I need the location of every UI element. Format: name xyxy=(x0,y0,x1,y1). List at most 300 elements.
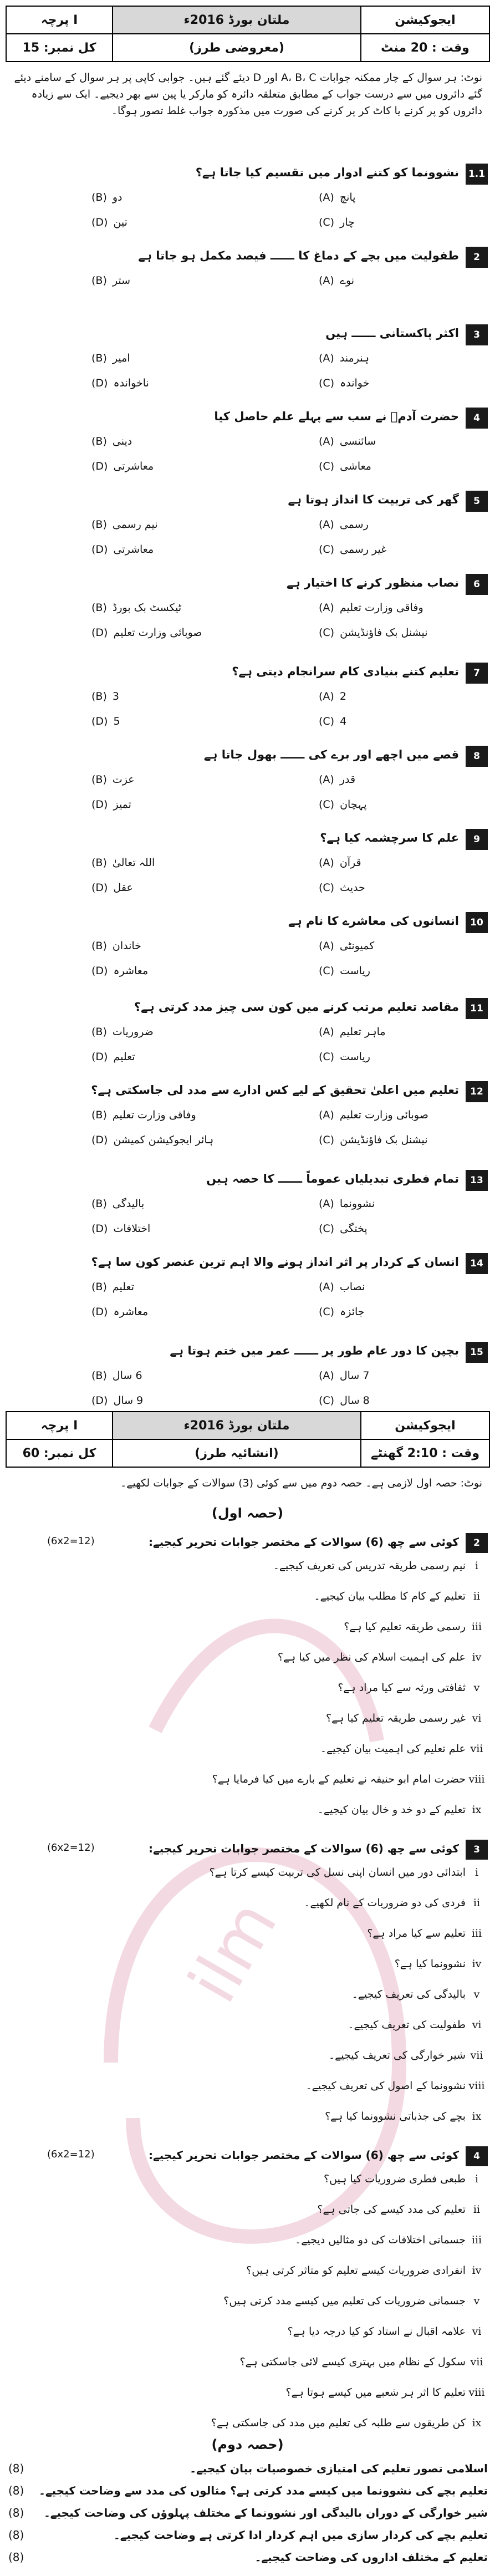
roman-numeral: i xyxy=(474,1560,479,1572)
option-text: تمیز xyxy=(113,798,131,811)
mcq-question xyxy=(8,574,488,663)
option-text: تین xyxy=(113,216,127,228)
option-text: خواندہ xyxy=(340,377,370,389)
option-text: پہچان xyxy=(340,798,367,811)
option-text: دو xyxy=(112,191,123,203)
sub-question-text: نشوونما کے اصول کی تعریف کیجیے۔ xyxy=(305,2080,466,2092)
roman-numeral: iv xyxy=(472,1958,482,1970)
sub-question-text: غیر رسمی طریقہ تعلیم کیا ہے؟ xyxy=(326,1712,466,1724)
option-text: 4 xyxy=(340,715,347,727)
long-question-text: شیر خوارگی کے دوران بالیدگی اور نشوونما کے مختلف پہلوؤں کی وضاحت کیجیے۔ xyxy=(44,2506,488,2519)
roman-numeral: viii xyxy=(468,1773,485,1785)
option-d xyxy=(91,1394,143,1407)
option-text: قرآن xyxy=(339,857,361,869)
long-question-text: تعلیم بچے کی نشوونما میں کیسے مدد کرتی ہے؟ مثالوں کی مدد سے وضاحت کیجیے۔ xyxy=(39,2484,488,2497)
option-text: معاشرہ xyxy=(113,965,149,977)
option-text: ہائر ایجوکیشن کمیشن xyxy=(113,1134,214,1146)
sub-question xyxy=(33,1682,488,1694)
option-label: (C) xyxy=(319,798,335,811)
option-text: نیشنل بک فاؤنڈیشن xyxy=(340,1134,428,1146)
option-label: (C) xyxy=(319,965,335,977)
option-b xyxy=(91,1026,154,1038)
sub-question xyxy=(33,1743,488,1755)
question-number: 14 xyxy=(466,1253,488,1274)
question-number: 7 xyxy=(466,663,488,684)
question-number: 3 xyxy=(466,324,488,345)
sub-question-text: نشوونما کیا ہے؟ xyxy=(394,1958,466,1970)
option-a xyxy=(319,352,369,364)
option-text: صوبائی وزارت تعلیم xyxy=(113,627,202,639)
option-c xyxy=(319,1394,370,1407)
sub-question-text: علم کی اہمیت اسلام کی نظر میں کیا ہے؟ xyxy=(277,1651,466,1663)
question-number: 10 xyxy=(466,912,488,933)
option-label: (A) xyxy=(319,435,334,447)
sub-question-text: علم تعلیم کی اہمیت بیان کیجیے۔ xyxy=(320,1743,466,1755)
option-text: تعلیم xyxy=(113,1051,135,1063)
question-number: 12 xyxy=(466,1081,488,1102)
subject-name: ایجوکیشن xyxy=(395,1418,456,1433)
question-number: 15 xyxy=(466,1342,488,1363)
question-number: 9 xyxy=(466,829,488,850)
option-b xyxy=(91,1109,196,1121)
option-text: غیر رسمی xyxy=(340,543,387,556)
roman-numeral: i xyxy=(474,2173,479,2185)
sub-question xyxy=(33,1712,488,1724)
option-text: خاندان xyxy=(112,940,141,952)
sub-question xyxy=(33,1590,488,1602)
mcq-question xyxy=(8,408,488,491)
sub-question-text: جسمانی اختلافات کی دو مثالیں دیجیے۔ xyxy=(295,2234,466,2246)
roman-numeral: v xyxy=(473,1682,480,1694)
option-label: (C) xyxy=(319,627,335,639)
roman-numeral: iii xyxy=(471,1621,482,1633)
board-name: ملتان بورڈ 2016ء xyxy=(113,1412,361,1439)
sub-question-text: ابتدائی دور میں انسان اپنی نسل کی تربیت کیسے کرتا ہے؟ xyxy=(209,1866,466,1878)
sub-question xyxy=(33,2264,488,2277)
option-label: (B) xyxy=(91,518,107,531)
sub-question xyxy=(33,1804,488,1816)
question-text: حضرت آدمؑ نے سب سے پہلے علم حاصل کیا xyxy=(214,410,459,423)
option-a xyxy=(319,857,361,869)
option-label: (C) xyxy=(319,1051,335,1063)
option-text: پختگی xyxy=(340,1223,368,1235)
roman-numeral: iv xyxy=(472,2264,482,2277)
roman-numeral: vi xyxy=(472,2019,482,2031)
option-text: جائزہ xyxy=(340,1306,365,1318)
question-number: 2 xyxy=(466,1533,488,1553)
mcq-question xyxy=(8,663,488,746)
option-c xyxy=(319,460,371,472)
option-text: رسمی xyxy=(339,518,369,531)
option-label: (A) xyxy=(319,602,334,614)
option-c xyxy=(319,1306,365,1318)
option-text: ناخواندہ xyxy=(113,377,149,389)
option-label: (D) xyxy=(91,1134,108,1146)
svg-text:ilm: ilm xyxy=(174,1888,292,2015)
sub-question-text: تعلیم سے کیا مراد ہے؟ xyxy=(367,1927,466,1939)
option-label: (A) xyxy=(319,1370,334,1382)
question-number: 5 xyxy=(466,491,488,512)
sub-question-text: تعلیم کا اثر ہر شعبے میں کیسے ہوتا ہے؟ xyxy=(285,2386,466,2399)
question-text: تمام فطری تبدیلیاں عموماً ــــــ کا حصہ ہیں xyxy=(206,1172,459,1185)
mcq-question xyxy=(8,829,488,912)
long-question-text: تعلیم بچے کی کردار سازی میں اہم کردار ادا کرتی ہے وضاحت کیجیے۔ xyxy=(114,2528,488,2542)
long-question-marks: (8) xyxy=(8,2550,24,2564)
option-label: (A) xyxy=(319,857,334,869)
sub-question xyxy=(33,2019,488,2031)
option-a xyxy=(319,518,369,531)
option-label: (B) xyxy=(91,435,107,447)
option-text: حدیث xyxy=(340,882,365,894)
option-b xyxy=(91,1281,134,1293)
option-text: معاشرتی xyxy=(113,460,154,472)
question-number: 6 xyxy=(466,574,488,595)
option-label: (C) xyxy=(319,216,335,228)
option-a xyxy=(319,773,355,786)
option-label: (D) xyxy=(91,965,108,977)
option-label: (A) xyxy=(319,191,334,203)
question-text: تعلیم میں اعلیٰ تحقیق کے لیے کس ادارے سے مدد لی جاسکتی ہے؟ xyxy=(91,1083,459,1097)
option-b xyxy=(91,435,132,447)
option-b xyxy=(91,191,123,203)
question-number: 13 xyxy=(466,1170,488,1191)
option-label: (A) xyxy=(319,940,334,952)
option-d xyxy=(91,216,127,228)
option-d xyxy=(91,965,148,977)
option-d xyxy=(91,1051,135,1063)
option-a xyxy=(319,940,374,952)
option-label: (C) xyxy=(319,1223,335,1235)
option-a xyxy=(319,435,376,447)
option-d xyxy=(91,460,154,472)
option-text: بالیدگی xyxy=(112,1198,145,1210)
option-label: (D) xyxy=(91,627,108,639)
mcq-question xyxy=(8,1170,488,1253)
question-number: 2 xyxy=(466,247,488,268)
option-label: (B) xyxy=(91,1198,107,1210)
option-a xyxy=(319,1026,386,1038)
subject-name: ایجوکیشن xyxy=(395,13,456,27)
question-text: طفولیت میں بچے کے دماغ کا ــــــ فیصد مکمل ہو جاتا ہے xyxy=(138,249,459,262)
sub-question-text: سکول کے نظام میں بہتری کیسے لائی جاسکتی ہے؟ xyxy=(239,2356,466,2368)
sub-question xyxy=(33,1560,488,1572)
roman-numeral: ii xyxy=(473,2203,481,2216)
option-text: ٹیکسٹ بک بورڈ xyxy=(112,602,182,614)
sub-question-text: تعلیم کی مدد کیسے کی جاتی ہے؟ xyxy=(317,2203,466,2216)
long-question-text: تعلیم کے مختلف اداروں کی وضاحت کیجیے۔ xyxy=(254,2550,488,2564)
roman-numeral: v xyxy=(473,2295,480,2307)
option-label: (D) xyxy=(91,1306,108,1318)
question-number: 11 xyxy=(466,998,488,1019)
long-question-marks: (8) xyxy=(8,2462,24,2475)
option-label: (A) xyxy=(319,352,334,364)
option-label: (B) xyxy=(91,1026,107,1038)
option-label: (A) xyxy=(319,1109,334,1121)
paper2-note: نوٹ: حصہ اول لازمی ہے۔ حصہ دوم میں سے کوئی (3) سوالات کے جوابات لکھیے۔ xyxy=(120,1477,482,1489)
question-text: علم کا سرچشمہ کیا ہے؟ xyxy=(320,831,459,844)
option-label: (B) xyxy=(91,1281,107,1293)
option-a xyxy=(319,191,355,203)
option-label: (D) xyxy=(91,460,108,472)
option-c xyxy=(319,543,386,556)
option-c xyxy=(319,1223,368,1235)
question-number: 4 xyxy=(466,2146,488,2166)
sub-question-text: تعلیم کے کام کا مطلب بیان کیجیے۔ xyxy=(314,1590,466,1602)
option-b xyxy=(91,1370,142,1382)
sub-question-text: کن طریقوں سے طلبہ کی تعلیم میں مدد کی جاسکتی ہے؟ xyxy=(211,2417,466,2429)
sub-question xyxy=(33,2110,488,2122)
option-text: کمیونٹی xyxy=(339,940,375,952)
option-text: 5 xyxy=(113,715,120,727)
long-question-marks: (8) xyxy=(8,2484,24,2497)
option-label: (C) xyxy=(319,460,335,472)
paper-time: وقت : 2:10 گھنٹے xyxy=(370,1446,480,1460)
option-text: 8 سال xyxy=(340,1394,370,1407)
long-question xyxy=(8,2506,488,2519)
option-text: نیشنل بک فاؤنڈیشن xyxy=(340,627,428,639)
option-label: (A) xyxy=(319,1198,334,1210)
option-c xyxy=(319,715,346,727)
sub-question xyxy=(33,1866,488,1878)
option-text: تعلیم xyxy=(112,1281,134,1293)
option-text: سائنسی xyxy=(339,435,376,447)
option-a xyxy=(319,1109,428,1121)
option-text: نشوونما xyxy=(339,1198,375,1210)
question-number: 8 xyxy=(466,746,488,767)
sub-question xyxy=(33,2356,488,2368)
question-text: تعلیم کتنے بنیادی کام سرانجام دیتی ہے؟ xyxy=(232,665,459,678)
option-d xyxy=(91,1223,150,1235)
roman-numeral: vi xyxy=(472,2325,482,2338)
option-text: دینی xyxy=(112,435,132,447)
option-d xyxy=(91,377,149,389)
roman-numeral: iii xyxy=(471,1927,482,1939)
question-text: قصے میں اچھے اور برے کی ــــــ بھول جاتا ہے xyxy=(203,748,459,761)
option-text: ضروریات xyxy=(112,1026,154,1038)
option-text: عقل xyxy=(113,882,133,894)
sub-question-text: شیر خوارگی کی تعریف کیجیے۔ xyxy=(328,2049,466,2061)
option-text: ریاست xyxy=(340,965,370,977)
option-b xyxy=(91,602,181,614)
question-marks: (6x2=12) xyxy=(47,1535,95,1547)
question-text: اکثر پاکستانی ــــــ ہیں xyxy=(325,327,459,340)
option-label: (B) xyxy=(91,352,107,364)
sub-question-text: بالیدگی کی تعریف کیجیے۔ xyxy=(351,1988,466,2000)
option-text: امیر xyxy=(112,352,130,364)
sub-question-text: انفرادی ضروریات کیسے تعلیم کو متاثر کرتی ہیں؟ xyxy=(246,2264,466,2277)
roman-numeral: iii xyxy=(471,2234,482,2246)
sub-question-text: حضرت امام ابو حنیفہ نے تعلیم کے بارے میں کیا فرمایا ہے؟ xyxy=(212,1773,466,1785)
paper-time: وقت : 20 منٹ xyxy=(381,40,470,55)
mcq-question xyxy=(8,746,488,829)
sub-question-text: طبعی فطری ضروریات کیا ہیں؟ xyxy=(324,2173,466,2185)
paper-part: پرچہ I xyxy=(7,1412,113,1439)
option-label: (D) xyxy=(91,1051,108,1063)
mcq-question xyxy=(8,1253,488,1342)
option-label: (A) xyxy=(319,1281,334,1293)
option-text: معاشرتی xyxy=(113,543,154,556)
board-name: ملتان بورڈ 2016ء xyxy=(113,7,361,33)
option-text: ماہر تعلیم xyxy=(339,1026,386,1038)
option-label: (C) xyxy=(319,1306,335,1318)
long-question xyxy=(8,2462,488,2475)
sub-question xyxy=(33,2386,488,2399)
sub-question xyxy=(33,1958,488,1970)
option-c xyxy=(319,965,370,977)
mcq-question xyxy=(8,491,488,574)
option-label: (D) xyxy=(91,1223,108,1235)
sub-question xyxy=(33,1621,488,1633)
option-text: صوبائی وزارت تعلیم xyxy=(339,1109,428,1121)
option-text: نوے xyxy=(339,274,355,287)
option-c xyxy=(319,798,367,811)
option-label: (D) xyxy=(91,715,108,727)
long-question xyxy=(8,2550,488,2564)
option-text: پانچ xyxy=(339,191,356,203)
option-text: وفاقی وزارت تعلیم xyxy=(112,1109,196,1121)
sub-question xyxy=(33,2049,488,2061)
question-heading: کوئی سے چھ (6) سوالات کے مختصر جوابات تحریر کیجیے: xyxy=(148,1842,459,1855)
question-marks: (6x2=12) xyxy=(47,1842,95,1854)
option-label: (B) xyxy=(91,1370,107,1382)
question-text: بچپن کا دور عام طور پر ــــــ عمر میں ختم ہوتا ہے xyxy=(170,1344,459,1357)
question-number: 1.1 xyxy=(466,164,488,185)
mcq-question xyxy=(8,164,488,247)
sub-question xyxy=(33,2234,488,2246)
option-label: (D) xyxy=(91,798,108,811)
section-two-title: (حصہ دوم) xyxy=(211,2437,284,2452)
option-label: (B) xyxy=(91,940,107,952)
option-text: 2 xyxy=(339,690,346,702)
roman-numeral: viii xyxy=(468,2080,485,2092)
paper2-header xyxy=(6,1411,490,1468)
sub-question xyxy=(33,2325,488,2338)
question-text: نصاب منظور کرنے کا اختیار ہے xyxy=(286,576,459,589)
option-label: (D) xyxy=(91,377,108,389)
option-text: ریاست xyxy=(340,1051,370,1063)
question-text: گھر کی تربیت کا انداز ہوتا ہے xyxy=(288,493,459,506)
option-label: (B) xyxy=(91,773,107,786)
roman-numeral: vi xyxy=(472,1712,482,1724)
long-question-text: اسلامی تصور تعلیم کی امتیازی خصوصیات بیان کیجیے۔ xyxy=(190,2462,488,2475)
option-text: 9 سال xyxy=(113,1394,144,1407)
mcq-question xyxy=(8,324,488,408)
question-text: مقاصد تعلیم مرتب کرنے میں کون سی چیز مدد کرتی ہے؟ xyxy=(134,1000,459,1014)
option-label: (B) xyxy=(91,857,107,869)
sub-question-text: فردی کی دو ضروریات کے نام لکھیے۔ xyxy=(304,1897,466,1909)
option-label: (B) xyxy=(91,274,107,287)
option-text: چار xyxy=(340,216,355,228)
roman-numeral: ix xyxy=(472,2417,482,2429)
sub-question xyxy=(33,1773,488,1785)
option-c xyxy=(319,216,355,228)
option-label: (D) xyxy=(91,1394,108,1407)
option-label: (A) xyxy=(319,274,334,287)
option-label: (D) xyxy=(91,216,108,228)
paper-type: (معروضی طرز) xyxy=(113,34,361,61)
long-question xyxy=(8,2528,488,2542)
mcq-question xyxy=(8,998,488,1081)
option-c xyxy=(319,882,365,894)
option-a xyxy=(319,1370,369,1382)
sub-question xyxy=(33,1988,488,2000)
option-label: (C) xyxy=(319,377,335,389)
option-text: 6 سال xyxy=(112,1370,142,1382)
long-question-marks: (8) xyxy=(8,2506,24,2519)
option-text: 7 سال xyxy=(339,1370,370,1382)
option-label: (B) xyxy=(91,690,107,702)
option-a xyxy=(319,274,354,287)
option-label: (C) xyxy=(319,882,335,894)
roman-numeral: vii xyxy=(470,2356,483,2368)
roman-numeral: ix xyxy=(472,2110,482,2122)
option-text: نیم رسمی xyxy=(112,518,158,531)
option-label: (C) xyxy=(319,715,335,727)
question-text: انسان کے کردار پر اثر انداز ہونے والا اہم ترین عنصر کون سا ہے؟ xyxy=(91,1255,459,1269)
option-text: معاشرہ xyxy=(113,1306,149,1318)
option-text: ہنرمند xyxy=(339,352,370,364)
option-c xyxy=(319,1134,428,1146)
option-d xyxy=(91,715,120,727)
sub-question xyxy=(33,1897,488,1909)
question-text: انسانوں کی معاشرے کا نام ہے xyxy=(288,914,459,928)
option-text: معاشی xyxy=(340,460,371,472)
roman-numeral: vii xyxy=(470,1743,483,1755)
sub-question xyxy=(33,2173,488,2185)
option-a xyxy=(319,690,346,702)
option-d xyxy=(91,543,154,556)
option-d xyxy=(91,1134,213,1146)
option-text: ستر xyxy=(112,274,131,287)
option-c xyxy=(319,627,428,639)
sub-question xyxy=(33,1651,488,1663)
option-b xyxy=(91,773,135,786)
option-text: 3 xyxy=(112,690,119,702)
option-b xyxy=(91,857,155,869)
option-label: (A) xyxy=(319,1026,334,1038)
paper-part: پرچہ I xyxy=(7,7,113,33)
question-number: 3 xyxy=(466,1840,488,1860)
option-label: (A) xyxy=(319,518,334,531)
paper-type: (انشائیہ طرز) xyxy=(113,1440,361,1467)
sub-question xyxy=(33,2295,488,2307)
option-text: وفاقی وزارت تعلیم xyxy=(339,602,423,614)
option-d xyxy=(91,627,202,639)
sub-question-text: طفولیت کی تعریف کیجیے۔ xyxy=(348,2019,466,2031)
sub-question-text: بچے کی جذباتی نشوونما کیا ہے؟ xyxy=(325,2110,466,2122)
total-marks: کل نمبر: 15 xyxy=(7,34,113,61)
option-label: (B) xyxy=(91,602,107,614)
option-d xyxy=(91,1306,148,1318)
option-label: (D) xyxy=(91,882,108,894)
sub-question-text: جسمانی ضروریات کی تعلیم میں کیسے مدد کرتی ہیں؟ xyxy=(223,2295,466,2307)
question-marks: (6x2=12) xyxy=(47,2149,95,2160)
total-marks: کل نمبر: 60 xyxy=(7,1440,113,1467)
long-question xyxy=(8,2484,488,2497)
mcq-question xyxy=(8,912,488,998)
section-one-title: (حصہ اول) xyxy=(211,1505,284,1521)
option-a xyxy=(319,1281,365,1293)
sub-question xyxy=(33,2080,488,2092)
option-a xyxy=(319,1198,375,1210)
roman-numeral: v xyxy=(473,1988,480,2000)
paper1-header xyxy=(6,6,490,62)
roman-numeral: ii xyxy=(473,1590,481,1602)
option-text: عزت xyxy=(112,773,135,786)
question-heading: کوئی سے چھ (6) سوالات کے مختصر جوابات تحریر کیجیے: xyxy=(148,1535,459,1549)
option-b xyxy=(91,518,158,531)
option-b xyxy=(91,690,119,702)
